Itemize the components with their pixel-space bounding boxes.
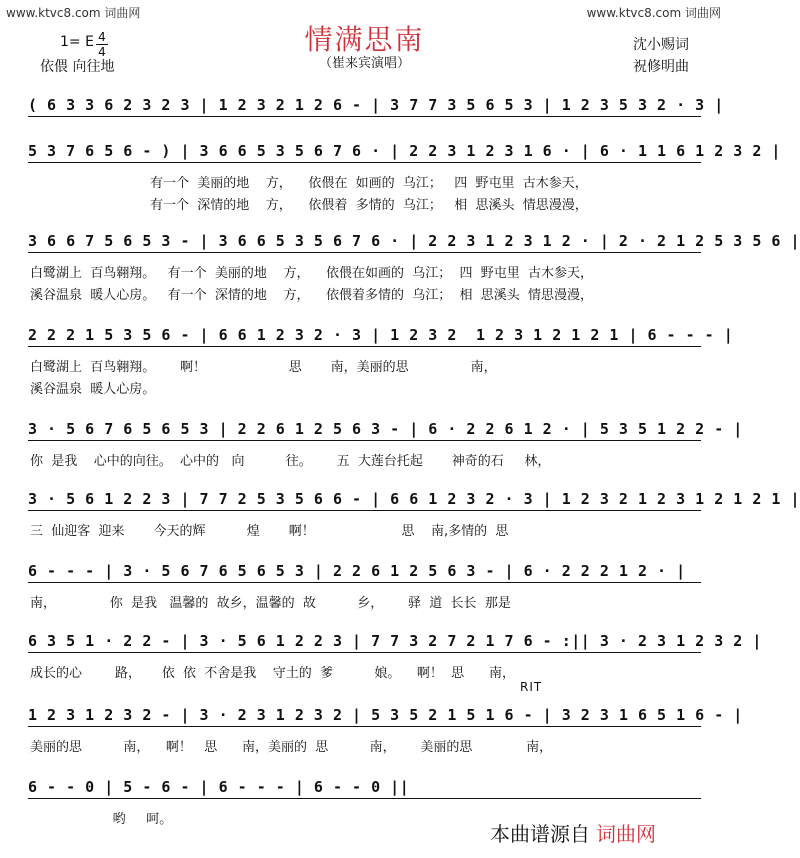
beam-underline xyxy=(28,510,701,511)
meter-top: 4 xyxy=(98,30,106,44)
performance-style: 依偎 向往地 xyxy=(40,59,115,75)
source-text: 本曲谱源自 xyxy=(490,822,590,846)
site-watermark-right: www.ktvc8.com 词曲网 xyxy=(586,6,721,20)
time-signature xyxy=(96,31,108,58)
beam-underline xyxy=(28,726,701,727)
lyric-line: 有一个 深情的地 方， 依偎着 多情的 乌江； 相 思溪头 情思漫漫， xyxy=(150,198,588,213)
beam-underline xyxy=(28,652,701,653)
key-signature: 1= E xyxy=(60,34,94,50)
beam-underline xyxy=(28,346,701,347)
staff-row xyxy=(0,562,729,642)
notation-line: 6 - - - | 3 · 5 6 7 6 5 6 5 3 | 2 2 6 1 2 5 6 3 - | 6 · 2 2 2 1 2 · | xyxy=(28,562,686,580)
composer-credit: 祝修明曲 xyxy=(633,59,689,75)
lyric-line: 溪谷温泉 暖人心房。 xyxy=(30,382,156,397)
beam-underline xyxy=(28,440,701,441)
lyric-line: 白鹭湖上 百鸟翱翔。 有一个 美丽的地 方， 依偎在如画的 乌江； 四 野屯里 古木参天， xyxy=(30,266,594,281)
beam-underline xyxy=(28,252,701,253)
notation-line: 3 · 5 6 1 2 2 3 | 7 7 2 5 3 5 6 6 - | 6 6 1 2 3 2 · 3 | 1 2 3 2 1 2 3 1 2 1 2 1 | xyxy=(28,490,800,508)
lyric-line: 你 是我 心中的向往。 心中的 向 往。 五 大莲台托起 神奇的石 林， xyxy=(30,454,551,469)
staff-row xyxy=(0,706,743,786)
notation-line: 6 - - 0 | 5 - 6 - | 6 - - - | 6 - - 0 || xyxy=(28,778,410,796)
song-title: 情满思南 xyxy=(304,23,425,56)
lyric-line: 美丽的思 南， 啊！ 思 南，美丽的 思 南， 美丽的思 南， xyxy=(30,740,553,755)
staff-row xyxy=(0,326,734,406)
ritardando-mark: RIT xyxy=(520,680,543,694)
notation-line: 5 3 7 6 5 6 - ) | 3 6 6 5 3 5 6 7 6 · | 2 2 3 1 2 3 1 6 · | 6 · 1 1 6 1 2 3 2 | xyxy=(28,142,781,160)
beam-underline xyxy=(28,162,701,163)
notation-line: 1 2 3 1 2 3 2 - | 3 · 2 3 1 2 3 2 | 5 3 5 2 1 5 1 6 - | 3 2 3 1 6 5 1 6 - | xyxy=(28,706,743,724)
notation-line: 6 3 5 1 · 2 2 - | 3 · 5 6 1 2 2 3 | 7 7 3 2 7 2 1 7 6 - :|| 3 · 2 3 1 2 3 2 | xyxy=(28,632,762,650)
staff-row xyxy=(0,142,781,222)
staff-row xyxy=(0,632,762,712)
staff-row xyxy=(0,232,800,312)
source-brand: 词曲网 xyxy=(596,822,656,846)
notation-line: 2 2 2 1 5 3 5 6 - | 6 6 1 2 3 2 · 3 | 1 2 3 2 1 2 3 1 2 1 2 1 | 6 - - - | xyxy=(28,326,734,344)
beam-underline xyxy=(28,582,701,583)
lyric-line: 白鹭湖上 百鸟翱翔。 啊！ 思 南，美丽的思 南， xyxy=(30,360,497,375)
lyric-line: 三 仙迎客 迎来 今天的辉 煌 啊！ 思 南,多情的 思 xyxy=(30,524,509,539)
source-footer xyxy=(490,818,656,847)
site-watermark-left: www.ktvc8.com 词曲网 xyxy=(6,6,141,20)
beam-underline xyxy=(28,798,701,799)
lyric-line: 南， 你 是我 温馨的 故乡，温馨的 故 乡， 驿 道 长长 那是 xyxy=(30,596,511,611)
lyric-line: 有一个 美丽的地 方， 依偎在 如画的 乌江； 四 野屯里 古木参天， xyxy=(150,176,588,191)
beam-underline xyxy=(28,116,701,117)
staff-row xyxy=(0,490,800,570)
meter-bottom: 4 xyxy=(98,45,106,59)
lyric-line: 溪谷温泉 暖人心房。 有一个 深情的地 方， 依偎着多情的 乌江； 相 思溪头 情思漫漫， xyxy=(30,288,594,303)
lyric-line: 成长的心 路， 依 依 不舍是我 守土的 爹 娘。 啊！ 思 南， xyxy=(30,666,515,681)
notation-line: 3 6 6 7 5 6 5 3 - | 3 6 6 5 3 5 6 7 6 · | 2 2 3 1 2 3 1 2 · | 2 · 2 1 2 5 3 5 6 | xyxy=(28,232,800,250)
notation-line: 3 · 5 6 7 6 5 6 5 3 | 2 2 6 1 2 5 6 3 - | 6 · 2 2 6 1 2 · | 5 3 5 1 2 2 - | xyxy=(28,420,743,438)
notation-line: ( 6 3 3 6 2 3 2 3 | 1 2 3 2 1 2 6 - | 3 7 7 3 5 6 5 3 | 1 2 3 5 3 2 · 3 | xyxy=(28,96,724,114)
lyricist-credit: 沈小赐词 xyxy=(633,37,689,53)
performer-subtitle: （崔来宾演唱） xyxy=(318,56,410,71)
lyric-line: 哟 呵。 xyxy=(30,812,173,827)
staff-row xyxy=(0,420,743,500)
